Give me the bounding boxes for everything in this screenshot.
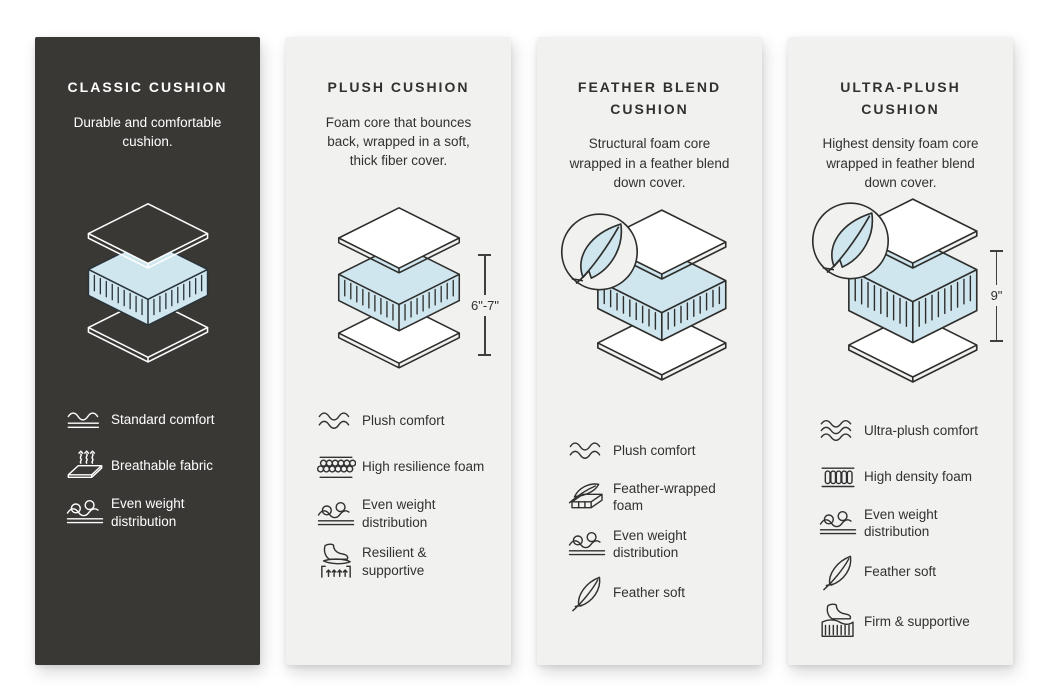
feature-row	[567, 574, 736, 612]
cushion-layers-diagram	[314, 204, 484, 372]
card-title: CLASSIC CUSHION	[67, 79, 228, 95]
wave-double-icon	[567, 439, 613, 462]
even-weight-icon	[316, 500, 362, 528]
cushion-illustration	[41, 185, 254, 381]
feature-label: Even weight distribution	[864, 506, 938, 540]
breathable-icon	[65, 449, 111, 482]
card-plush-cushion	[286, 37, 511, 665]
cushion-comparison	[35, 37, 1013, 665]
card-classic-cushion	[35, 37, 260, 665]
feature-label: Feather-wrapped foam	[613, 480, 716, 514]
feature-row	[818, 414, 987, 448]
card-description: Foam core that bounces back, wrapped in a soft, thick fiber cover.	[325, 114, 472, 168]
feature-row	[818, 460, 987, 494]
feature-list	[61, 403, 234, 530]
top-cover-layer	[88, 204, 207, 268]
feature-label: Ultra-plush comfort	[864, 423, 979, 439]
feature-row	[818, 553, 987, 591]
measurement-value: 6"-7"	[470, 297, 499, 313]
cushion-illustration	[794, 192, 1007, 392]
feature-label: Feather soft	[864, 564, 937, 580]
feature-row	[316, 450, 485, 484]
card-description: Structural foam core wrapped in a feather blend down cover.	[569, 136, 730, 190]
wave-single-icon	[65, 409, 111, 431]
feature-row	[316, 404, 485, 438]
even-weight-icon	[65, 498, 111, 526]
feature-label: Breathable fabric	[111, 458, 214, 474]
feature-label: Plush comfort	[613, 443, 696, 459]
card-description: Highest density foam core wrapped in feather blend down cover.	[822, 136, 979, 190]
cushion-illustration	[543, 198, 756, 394]
resilient-supportive-icon	[316, 543, 362, 580]
feature-row	[316, 543, 485, 580]
measure-cap-bottom	[990, 340, 1003, 342]
feature-label: High resilience foam	[362, 459, 485, 475]
feature-label: High density foam	[864, 469, 973, 485]
high-density-foam-icon	[818, 464, 864, 491]
feature-label: Even weight distribution	[613, 527, 687, 561]
feather-badge	[813, 203, 888, 278]
card-feather-blend-cushion	[537, 37, 762, 665]
measurement-value: 9"	[990, 288, 1003, 304]
feature-list	[814, 414, 987, 640]
feather-badge	[562, 214, 637, 289]
feature-row	[65, 449, 234, 483]
feature-label: Resilient & supportive	[362, 545, 427, 578]
height-measurement	[990, 250, 1003, 342]
feature-list	[563, 434, 736, 613]
feather-icon	[818, 553, 864, 591]
card-ultra-plush-cushion	[788, 37, 1013, 665]
feature-label: Standard comfort	[111, 412, 215, 428]
top-cover-layer	[338, 208, 459, 273]
feature-row	[818, 603, 987, 640]
card-title: FEATHER BLEND CUSHION	[577, 79, 722, 117]
feature-row	[65, 495, 234, 530]
feature-list	[312, 404, 485, 580]
feature-row	[567, 527, 736, 562]
wave-double-icon	[316, 409, 362, 432]
cushion-layers-diagram	[798, 195, 1003, 389]
feature-row	[65, 403, 234, 437]
even-weight-icon	[818, 509, 864, 537]
cushion-layers-diagram	[64, 200, 232, 366]
height-measurement	[471, 254, 499, 356]
firm-supportive-icon	[818, 603, 864, 640]
feature-row	[567, 480, 736, 515]
feature-row	[567, 434, 736, 468]
feather-wrapped-foam-icon	[567, 481, 613, 514]
card-title: PLUSH CUSHION	[327, 79, 470, 95]
card-title: ULTRA-PLUSH CUSHION	[840, 79, 961, 117]
resilience-foam-icon	[316, 454, 362, 481]
measure-cap-bottom	[478, 354, 491, 356]
card-description: Durable and comfortable cushion.	[73, 114, 222, 149]
feature-label: Feather soft	[613, 585, 686, 601]
feature-row	[316, 496, 485, 531]
cushion-layers-diagram	[547, 206, 752, 386]
cushion-illustration	[292, 190, 505, 386]
wave-triple-icon	[818, 418, 864, 443]
feather-icon	[567, 574, 613, 612]
feature-label: Firm & supportive	[864, 613, 970, 629]
feature-row	[818, 506, 987, 541]
feature-label: Even weight distribution	[362, 497, 436, 530]
even-weight-icon	[567, 530, 613, 558]
feature-label: Even weight distribution	[111, 496, 185, 529]
feature-label: Plush comfort	[362, 413, 445, 429]
